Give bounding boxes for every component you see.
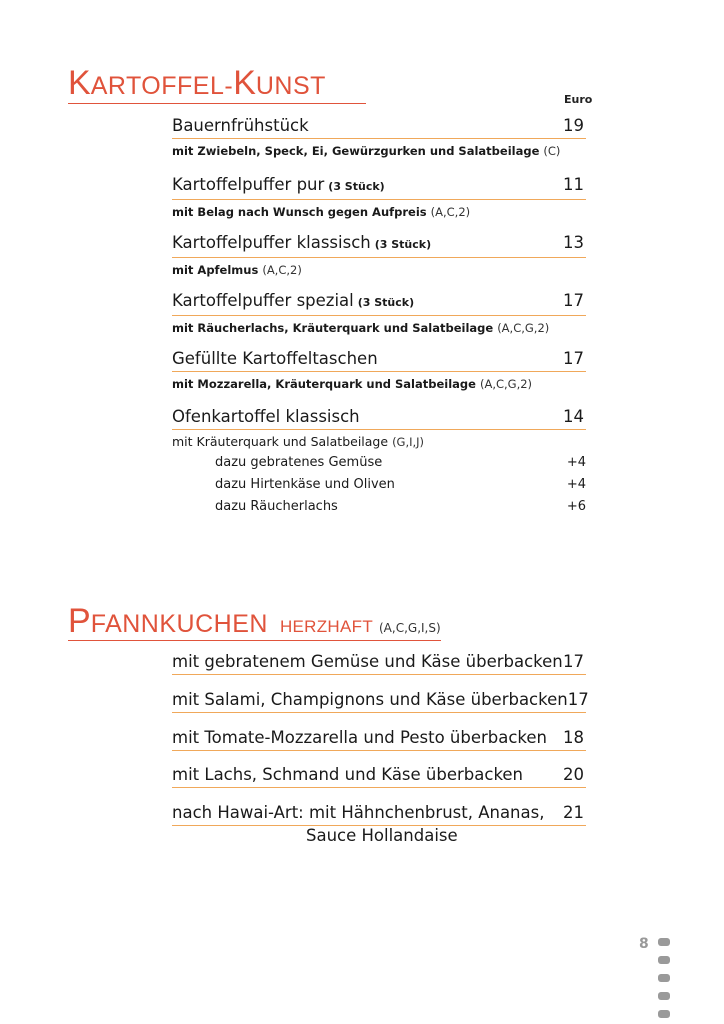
title-initial: K bbox=[68, 64, 91, 102]
menu-item bbox=[172, 728, 586, 751]
item-name: Ofenkartoffel klassisch bbox=[172, 407, 360, 426]
item-name: Bauernfrühstück bbox=[172, 116, 309, 135]
item-price: 21 bbox=[563, 803, 584, 822]
item-price: 18 bbox=[563, 728, 584, 747]
item-name: Kartoffelpuffer pur bbox=[172, 175, 325, 194]
menu-item bbox=[172, 652, 586, 675]
item-qty: (3 Stück) bbox=[374, 238, 432, 251]
section-allergens: (A,C,G,I,S) bbox=[379, 621, 441, 635]
item-price: 14 bbox=[563, 407, 584, 426]
menu-item bbox=[172, 291, 586, 335]
item-desc: mit Mozzarella, Kräuterquark und Salatbeilage bbox=[172, 377, 476, 391]
extra-price: +6 bbox=[566, 499, 586, 514]
item-desc: mit Zwiebeln, Speck, Ei, Gewürzgurken und Salatbeilage bbox=[172, 144, 540, 158]
item-price: 11 bbox=[563, 175, 584, 194]
menu-item bbox=[172, 690, 589, 713]
item-allergens: (G,I,J) bbox=[392, 435, 425, 449]
menu-item bbox=[172, 116, 586, 158]
section-title-pfannkuchen bbox=[68, 604, 441, 641]
menu-item bbox=[172, 765, 586, 788]
menu-item bbox=[172, 407, 586, 449]
item-price: 17 bbox=[563, 291, 584, 310]
item-price: 17 bbox=[563, 652, 584, 671]
extra-name: dazu Räucherlachs bbox=[215, 499, 338, 514]
extra-item bbox=[215, 477, 586, 493]
extra-price: +4 bbox=[566, 477, 586, 492]
nav-tab-marker bbox=[658, 992, 670, 1000]
item-price: 20 bbox=[563, 765, 584, 784]
item-desc: mit Kräuterquark und Salatbeilage bbox=[172, 434, 389, 449]
page-number: 8 bbox=[639, 936, 649, 952]
item-name: mit Lachs, Schmand und Käse überbacken bbox=[172, 765, 524, 784]
nav-tab-marker bbox=[658, 974, 670, 982]
item-name: Kartoffelpuffer spezial bbox=[172, 291, 354, 310]
title-rest-2: UNST bbox=[255, 72, 326, 100]
item-price: 17 bbox=[563, 349, 584, 368]
extra-item bbox=[215, 455, 586, 471]
item-name: mit gebratenem Gemüse und Käse überbacken bbox=[172, 652, 563, 671]
item-price: 17 bbox=[567, 690, 589, 709]
item-desc: mit Belag nach Wunsch gegen Aufpreis bbox=[172, 205, 427, 219]
extra-item bbox=[215, 499, 586, 515]
item-name: mit Tomate-Mozzarella und Pesto überbacken bbox=[172, 728, 548, 747]
menu-item bbox=[172, 803, 586, 846]
item-qty: (3 Stück) bbox=[357, 296, 415, 309]
item-allergens: (A,C,2) bbox=[262, 263, 302, 277]
item-allergens: (A,C,2) bbox=[430, 205, 471, 219]
menu-item bbox=[172, 349, 586, 391]
currency-label: Euro bbox=[564, 93, 593, 106]
extra-name: dazu gebratenes Gemüse bbox=[215, 455, 383, 470]
extra-price: +4 bbox=[566, 455, 586, 470]
item-price: 13 bbox=[563, 233, 584, 252]
title-rest: FANNKUCHEN bbox=[90, 610, 268, 638]
item-name: nach Hawai-Art: mit Hähnchenbrust, Ananas, bbox=[172, 803, 545, 822]
extra-name: dazu Hirtenkäse und Oliven bbox=[215, 477, 395, 492]
item-desc: mit Räucherlachs, Kräuterquark und Salatbeilage bbox=[172, 321, 494, 335]
item-qty: (3 Stück) bbox=[328, 180, 385, 193]
title-rest: ARTOFFEL- bbox=[90, 72, 234, 100]
item-price: 19 bbox=[563, 116, 584, 135]
section-subtitle: HERZHAFT bbox=[279, 617, 373, 636]
section-title-kartoffel-kunst bbox=[68, 66, 366, 104]
menu-item bbox=[172, 175, 586, 219]
item-name-continued: Sauce Hollandaise bbox=[306, 826, 458, 845]
item-desc: mit Apfelmus bbox=[172, 263, 259, 277]
title-initial-2: K bbox=[233, 64, 256, 102]
menu-item bbox=[172, 233, 586, 277]
nav-tab-marker bbox=[658, 1010, 670, 1018]
nav-tab-marker bbox=[658, 956, 670, 964]
item-allergens: (A,C,G,2) bbox=[479, 377, 533, 391]
item-name: Kartoffelpuffer klassisch bbox=[172, 233, 371, 252]
nav-tab-marker bbox=[658, 938, 670, 946]
item-allergens: (A,C,G,2) bbox=[497, 321, 550, 335]
title-initial: P bbox=[68, 602, 91, 640]
item-name: mit Salami, Champignons und Käse überbacken bbox=[172, 690, 568, 709]
item-allergens: (C) bbox=[543, 144, 561, 158]
item-name: Gefüllte Kartoffeltaschen bbox=[172, 349, 378, 368]
